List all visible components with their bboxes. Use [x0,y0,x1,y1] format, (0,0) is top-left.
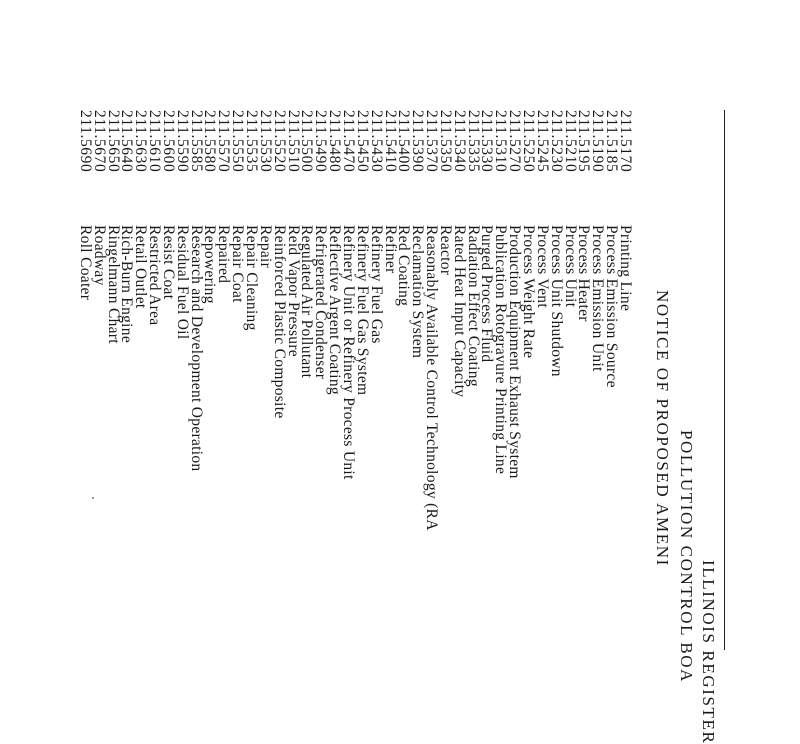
defined-term: Reflective Argent Coating [326,225,344,395]
defined-term: Process Vent [533,225,551,308]
scan-speck [92,497,94,499]
section-number: 211.5650 [104,110,122,173]
section-number: 211.5585 [187,110,205,173]
defined-term: Production Equipment Exhaust System [506,225,524,479]
defined-term: Printing Line [617,225,634,312]
section-number: 211.5330 [478,110,496,173]
section-number: 211.5570 [215,110,233,173]
section-number: 211.5190 [589,110,607,173]
section-number: 211.5410 [381,110,399,173]
defined-term: Process Heater [575,225,593,322]
section-number: 211.5510 [284,110,302,173]
section-number: 211.5480 [326,110,344,173]
defined-term: Refiner [381,225,399,274]
section-number: 211.5335 [464,110,482,173]
defined-term: Repaired [215,225,233,284]
defined-term: Reasonably Available Control Technology (RA [423,225,441,531]
section-number: 211.5490 [312,110,330,173]
defined-term: Reid Vapor Pressure [284,225,302,357]
defined-term: Reinforced Plastic Composite [270,225,288,419]
board-title: POLLUTION CONTROL BOA [677,430,696,684]
section-number: 211.5195 [575,110,593,173]
section-number: 211.5370 [423,110,441,173]
section-number: 211.5450 [353,110,371,173]
section-number: 211.5670 [90,110,108,173]
section-number: 211.5230 [547,110,565,173]
section-number: 211.5350 [436,110,454,173]
section-number: 211.5270 [506,110,524,173]
defined-term: Refinery Fuel Gas System [353,225,371,396]
section-number: 211.5310 [492,110,510,173]
defined-term: Rated Heat Input Capacity [450,225,468,398]
section-number: 211.5610 [146,110,164,173]
defined-term: Restricted Area [146,225,164,326]
section-number: 211.5640 [118,110,136,173]
section-number: 211.5340 [450,110,468,173]
section-number: 211.5390 [409,110,427,173]
defined-term: Radiation Effect Coating [464,225,482,387]
section-number: 211.5535 [243,110,261,173]
defined-term: Residual Fuel Oil [173,225,191,340]
defined-term: Roll Coater [76,225,94,301]
section-number: 211.5530 [256,110,274,173]
section-number: 211.5400 [395,110,413,173]
defined-term: Resist Coat [159,225,177,300]
defined-term: Process Unit [561,225,579,308]
defined-term: Process Unit Shutdown [547,225,565,377]
defined-term: Refrigerated Condenser [312,225,330,380]
section-number: 211.5250 [520,110,538,173]
defined-term: Repowering [201,225,219,304]
defined-term: Repair Cleaning [243,225,261,331]
defined-term: Regulated Air Pollutant [298,225,316,379]
defined-term: Rich-Burn Engine [118,225,136,344]
defined-term: Roadway [90,225,108,286]
defined-term: Refinery Fuel Gas [367,225,385,344]
defined-term: Process Emission Source [603,225,621,388]
defined-term: Research and Development Operation [187,225,205,472]
defined-term: Reclamation System [409,225,427,359]
defined-term: Process Emission Unit [589,225,607,372]
section-number: 211.5185 [603,110,621,173]
section-number: 211.5630 [132,110,150,173]
section-number: 211.5550 [229,110,247,173]
defined-term: Red Coating [395,225,413,307]
defined-term: Retail Outlet [132,225,150,309]
section-number: 211.5580 [201,110,219,173]
section-number: 211.5210 [561,110,579,173]
register-title: ILLINOIS REGISTER [699,560,718,744]
section-number: 211.5470 [340,110,357,173]
defined-term: Repair [256,225,274,269]
defined-term: Ringelmann Chart [104,225,122,344]
defined-term: Repair Coat [229,225,247,303]
header-rule [724,110,725,650]
defined-term: Purged Process Fluid [478,225,496,363]
defined-term: Publication Rotogravure Printing Line [492,225,510,475]
section-number: 211.5500 [298,110,316,173]
section-number: 211.5245 [533,110,551,173]
defined-term: Process Weight Rate [520,225,538,359]
section-number: 211.5170 [617,110,634,173]
section-number: 211.5600 [159,110,177,173]
section-number: 211.5520 [270,110,288,173]
section-number: 211.5430 [367,110,385,173]
section-number: 211.5590 [173,110,191,173]
section-number: 211.5690 [76,110,94,173]
rotated-document-content [25,110,725,744]
defined-term: Refinery Unit or Refinery Process Unit [340,225,357,480]
defined-term: Reactor [436,225,454,276]
notice-title: NOTICE OF PROPOSED AMENI [653,290,672,567]
